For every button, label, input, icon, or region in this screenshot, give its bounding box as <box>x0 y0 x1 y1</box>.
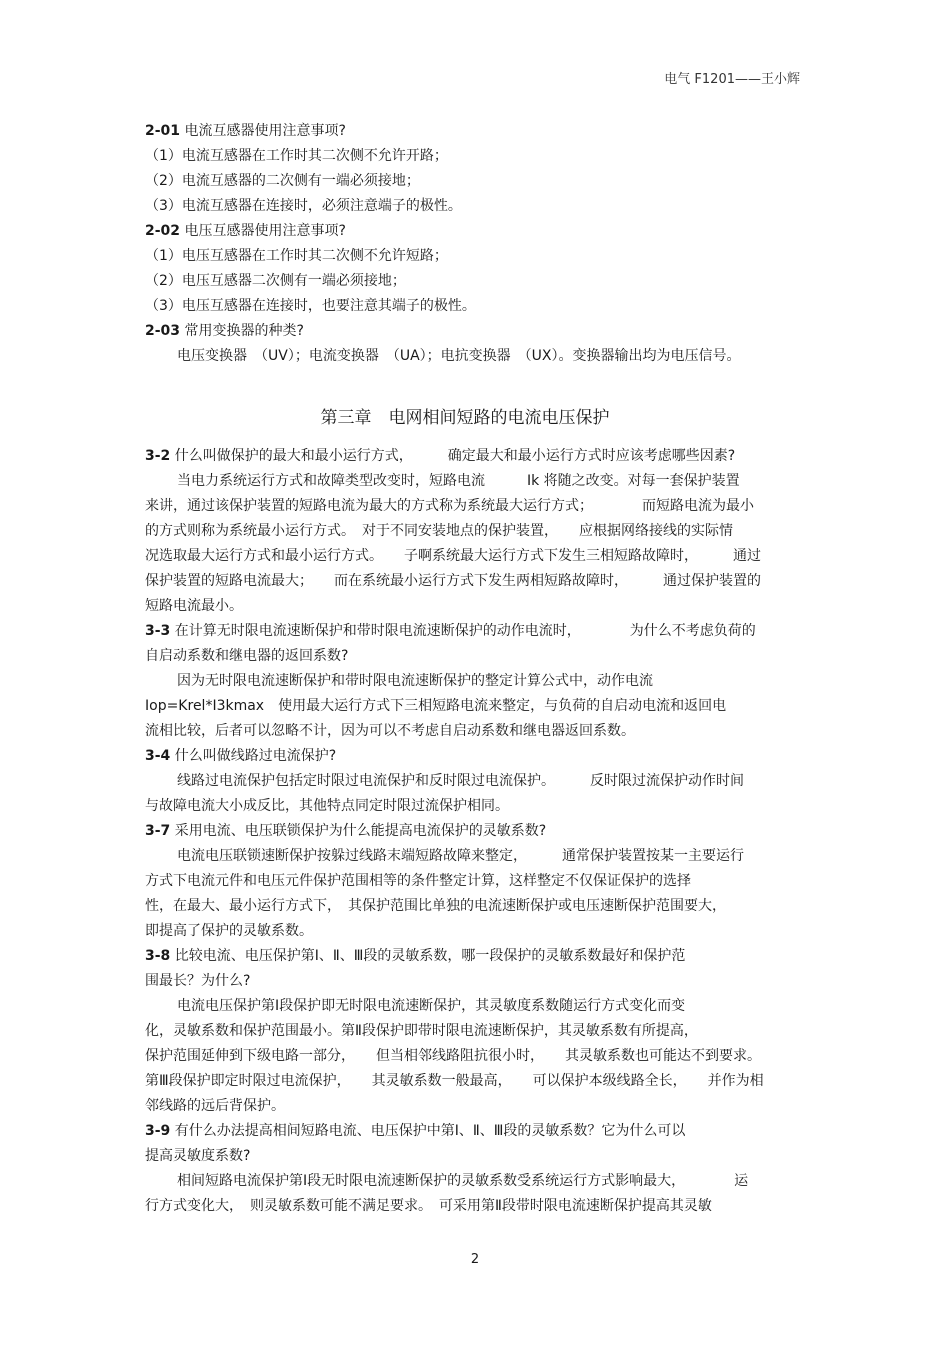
answer-line: Iop=Krel*I3kmax 使用最大运行方式下三相短路电流来整定，与负荷的自启动电流和返回电 <box>145 698 727 714</box>
answer-line: 性，在最大、最小运行方式下， 其保护范围比单独的电流速断保护或电压速断保护范围要大， <box>145 898 726 914</box>
answer-line: （2）电压互感器二次侧有一端必须接地； <box>145 273 406 289</box>
answer-line: （2）电流互感器的二次侧有一端必须接地； <box>145 173 420 189</box>
answer-line: （1）电压互感器在工作时其二次侧不允许短路； <box>145 248 448 264</box>
answer-line: （3）电流互感器在连接时，必须注意端子的极性。 <box>145 198 462 214</box>
question-3-7: 3-7 采用电流、电压联锁保护为什么能提高电流保护的灵敏系数? <box>145 823 547 839</box>
question-3-4: 3-4 什么叫做线路过电流保护? <box>145 748 337 764</box>
question-2-01: 2-01 电流互感器使用注意事项? <box>145 123 346 139</box>
answer-line: 电压变换器 （UV）；电流变换器 （UA）；电抗变换器 （UX）。变换器输出均为电压信号。 <box>177 348 741 364</box>
question-3-8-cont: 围最长？为什么? <box>145 973 251 989</box>
answer-line: 来讲，通过该保护装置的短路电流为最大的方式称为系统最大运行方式； 而短路电流为最小 <box>145 498 754 514</box>
question-2-03: 2-03 常用变换器的种类? <box>145 323 304 339</box>
answer-line: 保护装置的短路电流最大； 而在系统最小运行方式下发生两相短路故障时， 通过保护装置的 <box>145 573 761 589</box>
answer-line: 线路过电流保护包括定时限过电流保护和反时限过电流保护。 反时限过流保护动作时间 <box>177 773 744 789</box>
question-3-9-cont: 提高灵敏度系数? <box>145 1148 251 1164</box>
answer-line: 相间短路电流保护第Ⅰ段无时限电流速断保护的灵敏系数受系统运行方式影响最大， 运 <box>177 1173 749 1189</box>
question-3-2: 3-2 什么叫做保护的最大和最小运行方式， 确定最大和最小运行方式时应该考虑哪些因素? <box>145 448 736 464</box>
answer-line: 保护范围延伸到下级电路一部分， 但当相邻线路阻抗很小时， 其灵敏系数也可能达不到要求。 <box>145 1048 761 1064</box>
answer-line: （1）电流互感器在工作时其二次侧不允许开路； <box>145 148 448 164</box>
answer-line: 的方式则称为系统最小运行方式。 对于不同安装地点的保护装置， 应根据网络接线的实际情 <box>145 523 733 539</box>
answer-line: 流相比较，后者可以忽略不计，因为可以不考虑自启动系数和继电器返回系数。 <box>145 723 635 739</box>
question-3-3: 3-3 在计算无时限电流速断保护和带时限电流速断保护的动作电流时， 为什么不考虑负荷的 <box>145 623 756 639</box>
page-number: 2 <box>470 1252 480 1267</box>
answer-line: 化，灵敏系数和保护范围最小。第Ⅱ段保护即带时限电流速断保护，其灵敏系数有所提高， <box>145 1023 698 1039</box>
answer-line: 短路电流最小。 <box>145 598 243 614</box>
answer-line: 方式下电流元件和电压元件保护范围相等的条件整定计算，这样整定不仅保证保护的选择 <box>145 873 691 889</box>
answer-line: 邻线路的远后背保护。 <box>145 1098 285 1114</box>
answer-line: 当电力系统运行方式和故障类型改变时，短路电流 Ik 将随之改变。对每一套保护装置 <box>177 473 740 489</box>
answer-line: 电流电压保护第Ⅰ段保护即无时限电流速断保护，其灵敏度系数随运行方式变化而变 <box>177 998 686 1014</box>
answer-line: 第Ⅲ段保护即定时限过电流保护， 其灵敏系数一般最高， 可以保护本级线路全长， 并作为相 <box>145 1073 764 1089</box>
answer-line: 因为无时限电流速断保护和带时限电流速断保护的整定计算公式中，动作电流 <box>177 673 653 689</box>
chapter-title: 第三章 电网相间短路的电流电压保护 <box>320 408 610 428</box>
question-3-3-cont: 自启动系数和继电器的返回系数? <box>145 648 349 664</box>
answer-line: （3）电压互感器在连接时，也要注意其端子的极性。 <box>145 298 476 314</box>
answer-line: 与故障电流大小成反比，其他特点同定时限过流保护相同。 <box>145 798 509 814</box>
question-3-9: 3-9 有什么办法提高相间短路电流、电压保护中第Ⅰ、Ⅱ、Ⅲ段的灵敏系数？它为什么可以 <box>145 1123 686 1139</box>
answer-line: 况选取最大运行方式和最小运行方式。 子啊系统最大运行方式下发生三相短路故障时， 通过 <box>145 548 761 564</box>
question-3-8: 3-8 比较电流、电压保护第Ⅰ、Ⅱ、Ⅲ段的灵敏系数，哪一段保护的灵敏系数最好和保护范 <box>145 948 686 964</box>
answer-line: 电流电压联锁速断保护按躲过线路末端短路故障来整定， 通常保护装置按某一主要运行 <box>177 848 744 864</box>
page-header: 电气 F1201——王小辉 <box>664 72 800 87</box>
answer-line: 即提高了保护的灵敏系数。 <box>145 923 313 939</box>
question-2-02: 2-02 电压互感器使用注意事项? <box>145 223 346 239</box>
answer-line: 行方式变化大， 则灵敏系数可能不满足要求。 可采用第Ⅱ段带时限电流速断保护提高其灵敏 <box>145 1198 712 1214</box>
